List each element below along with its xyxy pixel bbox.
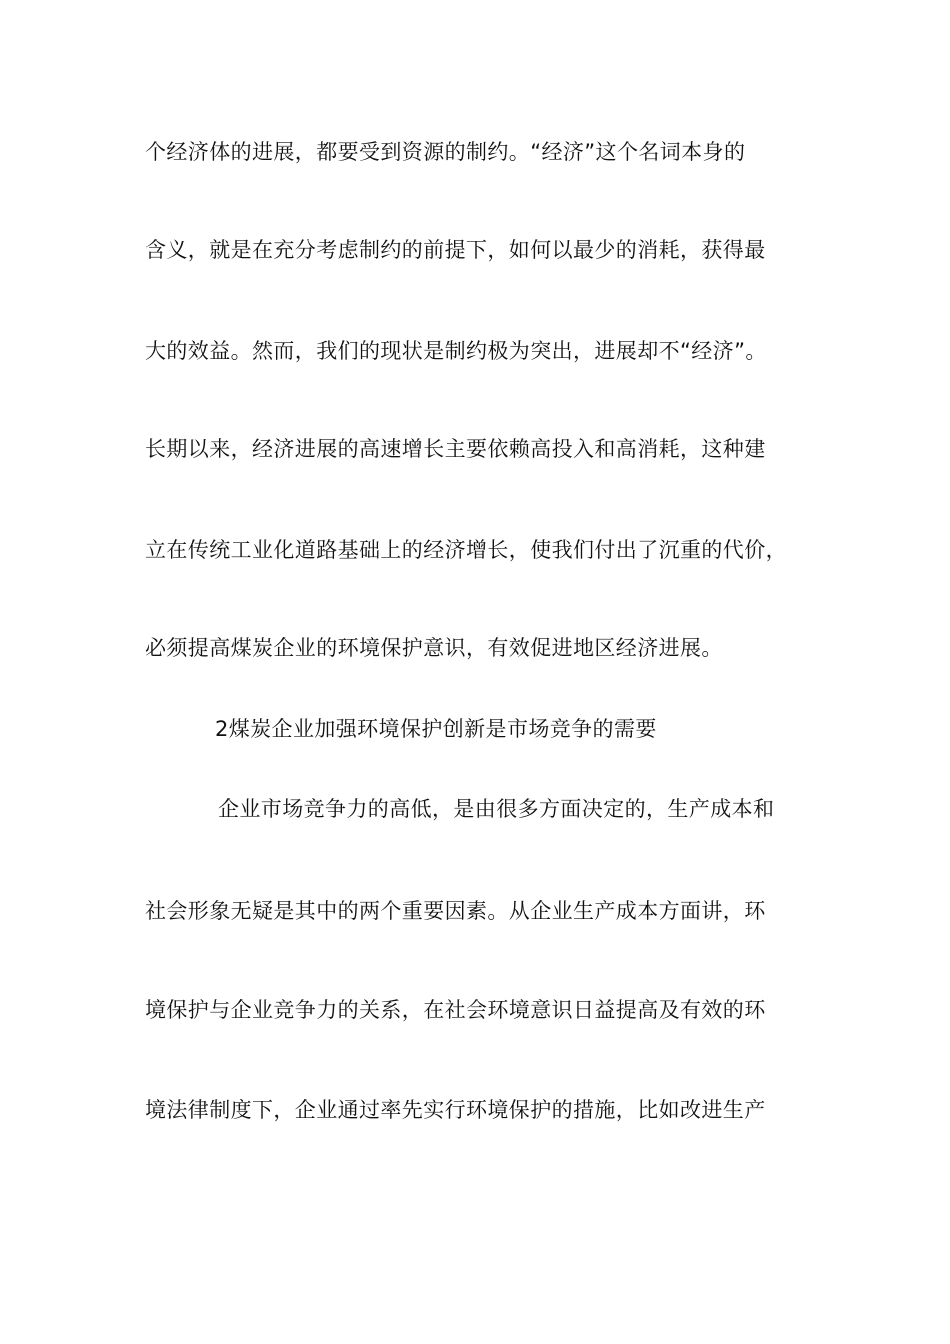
text-line: 社会形象无疑是其中的两个重要因素。从企业生产成本方面讲，环 [145,899,766,923]
text-line: 境法律制度下，企业通过率先实行环境保护的措施，比如改进生产 [145,1098,766,1122]
text-line: 个经济体的进展，都要受到资源的制约。“经济”这个名词本身的 [145,140,746,164]
text-line: 企业市场竞争力的高低，是由很多方面决定的，生产成本和 [218,797,775,821]
text-line: 境保护与企业竞争力的关系，在社会环境意识日益提高及有效的环 [145,998,766,1022]
text-line: 大的效益。然而，我们的现状是制约极为突出，进展却不“经济”。 [145,339,767,363]
text-line: 立在传统工业化道路基础上的经济增长，使我们付出了沉重的代价， [145,538,787,562]
text-line: 必须提高煤炭企业的环境保护意识，有效促进地区经济进展。 [145,636,723,660]
section-heading: 2煤炭企业加强环境保护创新是市场竞争的需要 [215,717,657,741]
text-line: 含义，就是在充分考虑制约的前提下，如何以最少的消耗，获得最 [145,238,766,262]
text-line: 长期以来，经济进展的高速增长主要依赖高投入和高消耗，这种建 [145,437,766,461]
